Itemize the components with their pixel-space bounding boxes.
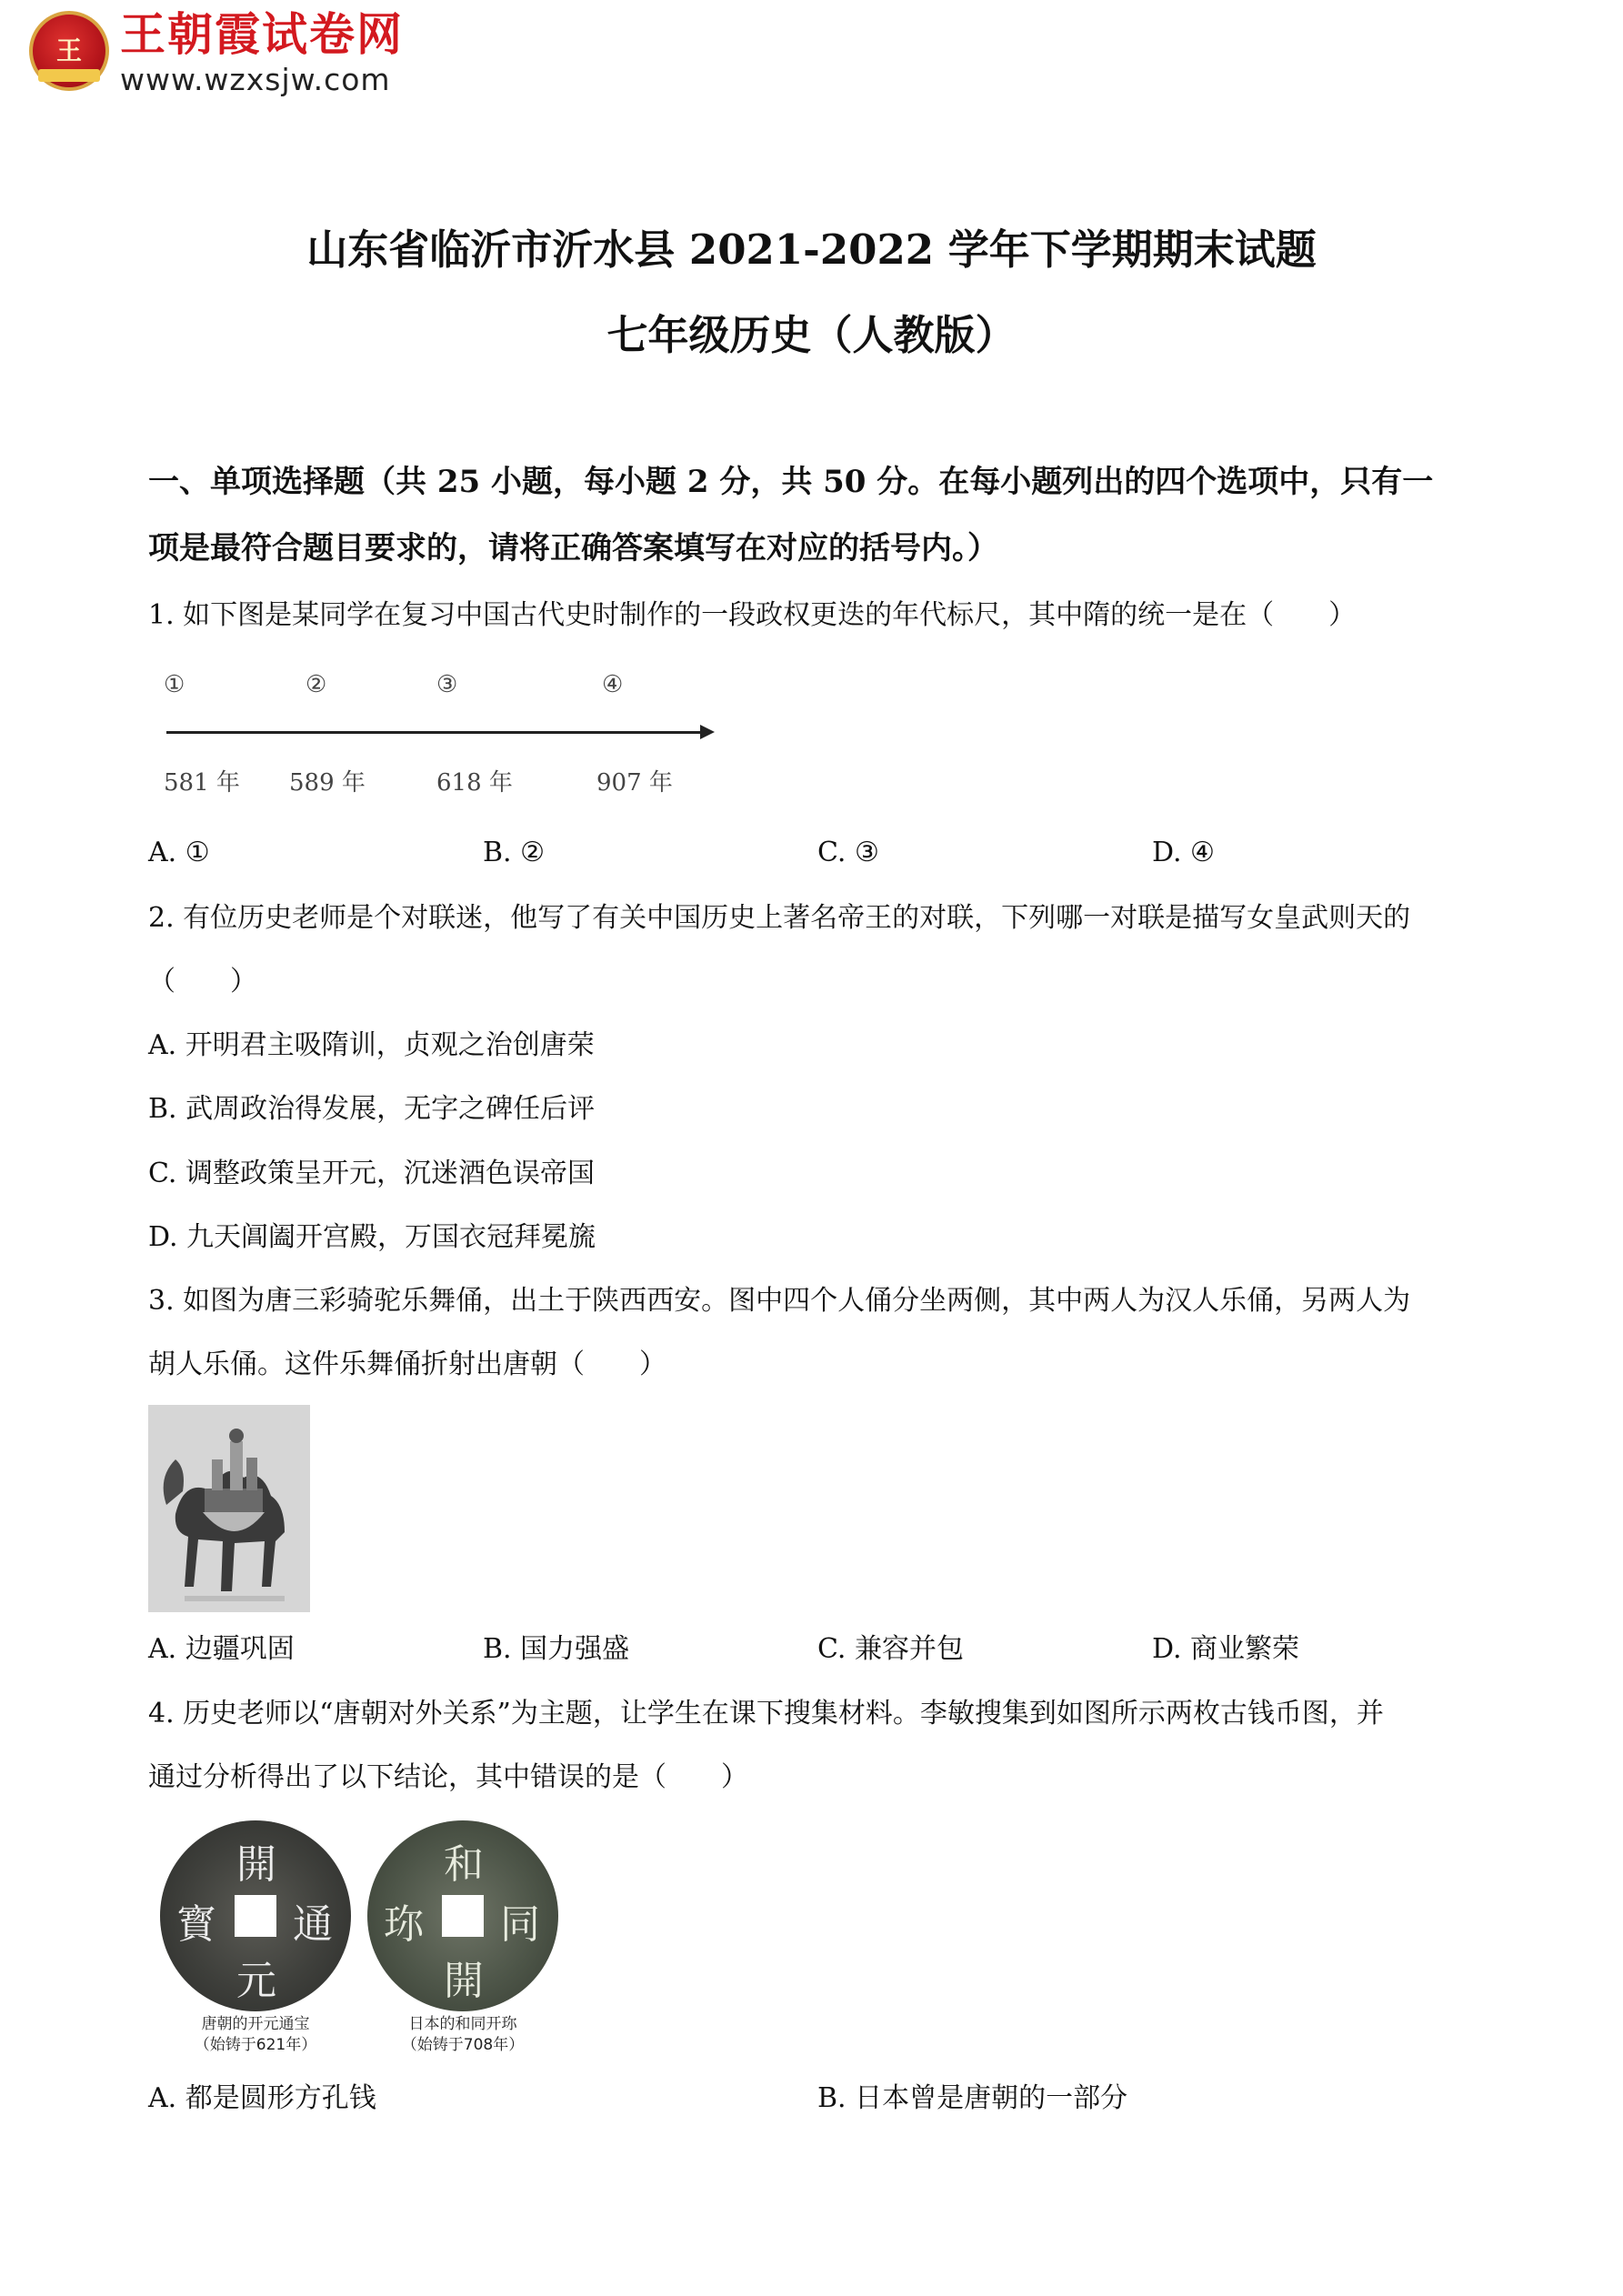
coin-char: 元	[236, 1958, 276, 2004]
q4-option-b: B. 日本曾是唐朝的一部分	[817, 2082, 1128, 2114]
coin-square-hole	[235, 1895, 276, 1937]
q3-stem-line2: 胡人乐俑。这件乐舞俑折射出唐朝（ ）	[148, 1349, 666, 1380]
seal-ribbon	[38, 69, 100, 82]
coin-char: 同	[500, 1901, 540, 1948]
kaiyuan-tongbao-coin	[160, 1820, 351, 2011]
coin-char: 開	[444, 1958, 484, 2004]
exam-subtitle: 七年级历史（人教版）	[606, 311, 1017, 359]
q2-stem-line2: （ ）	[148, 966, 257, 998]
wadokaichin-coin	[367, 1820, 558, 2011]
q1-stem: 1. 如下图是某同学在复习中国古代史时制作的一段政权更迭的年代标尺，其中隋的统一是在（ ）	[148, 599, 1357, 631]
coin-char: 和	[444, 1841, 484, 1888]
q2-stem-line1: 2. 有位历史老师是个对联迷，他写了有关中国历史上著名帝王的对联，下列哪一对联是描写女皇武则天的	[148, 902, 1411, 934]
q1-option-b: B. ②	[483, 837, 546, 868]
exam-title: 山东省临沂市沂水县 2021-2022 学年下学期期末试题	[306, 226, 1317, 274]
q4-option-a: A. 都是圆形方孔钱	[148, 2082, 376, 2114]
q2-option-a: A. 开明君主吸隋训，贞观之治创唐荣	[148, 1029, 595, 1061]
coin-char: 開	[236, 1841, 276, 1888]
q1-option-a: A. ①	[148, 837, 210, 868]
timeline-year: 618 年	[436, 769, 513, 797]
q1-option-c: C. ③	[817, 837, 879, 868]
q1-option-d: D. ④	[1152, 837, 1215, 868]
q3-option-d: D. 商业繁荣	[1152, 1633, 1300, 1665]
timeline-mark: ①	[164, 671, 185, 698]
q4-stem-line1: 4. 历史老师以“唐朝对外关系”为主题，让学生在课下搜集材料。李敏搜集到如图所示两枚古钱币图，并	[148, 1698, 1384, 1730]
timeline-mark: ④	[602, 671, 624, 698]
section-heading-line1: 一、单项选择题（共 25 小题，每小题 2 分，共 50 分。在每小题列出的四个选项中，只有一	[148, 464, 1434, 500]
site-logo-seal	[29, 11, 109, 91]
timeline-year: 589 年	[289, 769, 366, 797]
q2-option-d: D. 九天阊阖开宫殿，万国衣冠拜冕旒	[148, 1221, 596, 1253]
coin-char: 珎	[384, 1901, 424, 1948]
q2-option-b: B. 武周政治得发展，无字之碑任后评	[148, 1093, 596, 1125]
coin-char: 寳	[176, 1901, 216, 1948]
site-name: 王朝霞试卷网	[120, 8, 404, 61]
coin-caption: （始铸于621年）	[194, 2036, 317, 2054]
timeline-mark: ②	[306, 671, 327, 698]
timeline-year: 907 年	[596, 769, 673, 797]
timeline-axis	[166, 731, 703, 734]
site-url: www.wzxsjw.com	[120, 62, 391, 97]
q3-option-c: C. 兼容并包	[817, 1633, 964, 1665]
coin-char: 通	[293, 1901, 333, 1948]
q4-stem-line2: 通过分析得出了以下结论，其中错误的是（ ）	[148, 1761, 748, 1793]
camel-illustration-icon	[148, 1405, 310, 1612]
timeline-year: 581 年	[164, 769, 240, 797]
timeline-mark: ③	[436, 671, 458, 698]
coin-square-hole	[442, 1895, 484, 1937]
q3-stem-line1: 3. 如图为唐三彩骑驼乐舞俑，出土于陕西西安。图中四个人俑分坐两侧，其中两人为汉人乐俑，另两人为	[148, 1285, 1411, 1317]
q3-option-a: A. 边疆巩固	[148, 1633, 295, 1665]
coin-caption: 唐朝的开元通宝	[201, 2015, 310, 2033]
coin-caption: 日本的和同开珎	[408, 2015, 517, 2033]
seal-character: 王	[55, 35, 82, 65]
timeline-arrow-icon	[700, 725, 715, 739]
section-heading-line2: 项是最符合题目要求的，请将正确答案填写在对应的括号内。）	[148, 530, 998, 566]
q3-option-b: B. 国力强盛	[483, 1633, 630, 1665]
coin-caption: （始铸于708年）	[401, 2036, 525, 2054]
q2-option-c: C. 调整政策呈开元，沉迷酒色误帝国	[148, 1158, 595, 1189]
tang-sancai-camel-figure	[148, 1405, 310, 1612]
